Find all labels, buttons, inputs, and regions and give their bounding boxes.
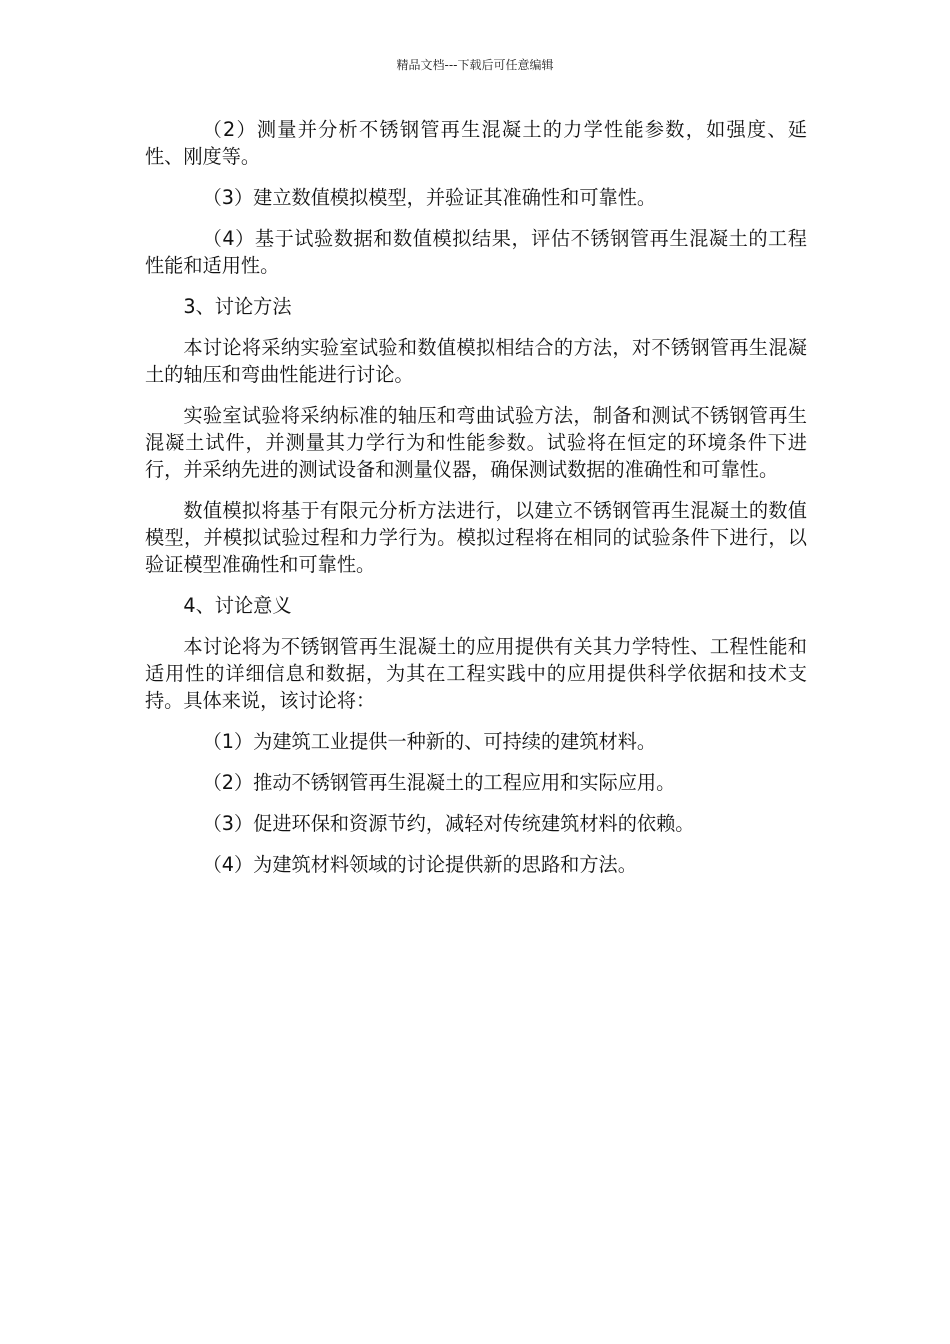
body-paragraph: 实验室试验将采纳标准的轴压和弯曲试验方法，制备和测试不锈钢管再生混凝土试件，并测量其力学行为和性能参数。试验将在恒定的环境条件下进行，并采纳先进的测试设备和测量仪器，确保测试数据的准确性和可靠性。: [145, 404, 807, 481]
list-item: （1）为建筑工业提供一种新的、可持续的建筑材料。: [202, 730, 657, 753]
list-item: （3）建立数值模拟模型，并验证其准确性和可靠性。: [202, 186, 657, 209]
list-item: （4）为建筑材料领域的讨论提供新的思路和方法。: [202, 853, 637, 876]
list-item: （3）促进环保和资源节约，减轻对传统建筑材料的依赖。: [202, 812, 695, 835]
page-header: 精品文档---下载后可任意编辑: [396, 58, 554, 72]
body-paragraph: 本讨论将采纳实验室试验和数值模拟相结合的方法，对不锈钢管再生混凝土的轴压和弯曲性能进行讨论。: [145, 336, 807, 386]
body-paragraph: 本讨论将为不锈钢管再生混凝土的应用提供有关其力学特性、工程性能和适用性的详细信息和数据，为其在工程实践中的应用提供科学依据和技术支持。具体来说，该讨论将：: [145, 635, 807, 712]
body-paragraph: 数值模拟将基于有限元分析方法进行，以建立不锈钢管再生混凝土的数值模型，并模拟试验过程和力学行为。模拟过程将在相同的试验条件下进行，以验证模型准确性和可靠性。: [145, 499, 807, 576]
section-heading: 4、讨论意义: [183, 594, 292, 617]
document-body: [145, 116, 807, 892]
section-heading: 3、讨论方法: [183, 295, 292, 318]
list-item: （2）测量并分析不锈钢管再生混凝土的力学性能参数，如强度、延性、刚度等。: [145, 118, 807, 168]
list-item: （2）推动不锈钢管再生混凝土的工程应用和实际应用。: [202, 771, 676, 794]
list-item: （4）基于试验数据和数值模拟结果，评估不锈钢管再生混凝土的工程性能和适用性。: [145, 227, 807, 277]
